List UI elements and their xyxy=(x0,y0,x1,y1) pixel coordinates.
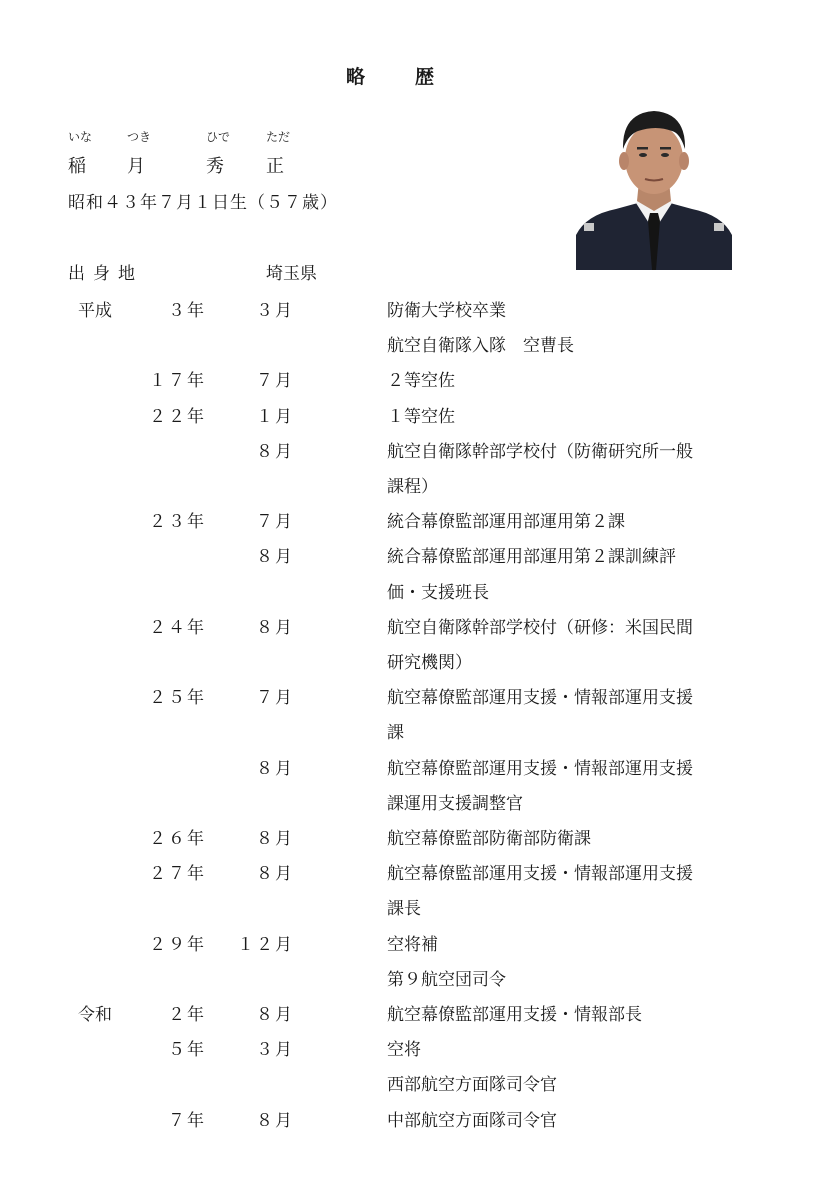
career-description: 防衛大学校卒業 xyxy=(387,301,506,321)
title-char-1: 略 xyxy=(345,66,415,88)
career-year: ２年 xyxy=(168,1005,206,1025)
career-year: ２６年 xyxy=(149,829,206,849)
career-era: 令和 xyxy=(78,1005,112,1025)
career-year: ２７年 xyxy=(149,864,206,885)
career-description: 航空幕僚監部運用支援・情報部長 xyxy=(387,1005,642,1025)
name-ruby-2: つき xyxy=(127,130,152,144)
career-description: 空将 xyxy=(387,1040,421,1061)
career-month: ８月 xyxy=(256,1005,294,1025)
career-row xyxy=(0,677,830,712)
career-month: ８月 xyxy=(256,758,294,779)
career-month: ７月 xyxy=(256,688,294,709)
career-description: 統合幕僚監部運用部運用第２課 xyxy=(387,512,625,533)
career-row xyxy=(0,642,830,677)
career-year: １７年 xyxy=(149,371,206,392)
career-row xyxy=(0,466,830,501)
career-description: 航空幕僚監部防衛部防衛課 xyxy=(387,829,591,849)
name-ruby-3: ひで xyxy=(206,130,231,144)
career-description: １等空佐 xyxy=(387,406,455,427)
career-description: 西部航空方面隊司令官 xyxy=(387,1075,557,1096)
career-description: 中部航空方面隊司令官 xyxy=(387,1110,557,1131)
career-row xyxy=(0,1064,830,1099)
name-char-1: 稲 xyxy=(68,156,86,177)
career-month: ８月 xyxy=(256,1110,294,1131)
career-description: 課長 xyxy=(387,899,421,920)
career-row xyxy=(0,290,830,325)
career-year: ５年 xyxy=(168,1040,206,1061)
career-month: ７月 xyxy=(256,371,294,392)
career-description: 第９航空団司令 xyxy=(387,969,506,990)
career-description: 統合幕僚監部運用部運用第２課訓練評 xyxy=(387,547,676,568)
career-month: ３月 xyxy=(256,301,294,321)
career-month: ８月 xyxy=(256,617,294,638)
career-row xyxy=(0,712,830,747)
origin-label: 出身地 xyxy=(68,264,143,284)
career-description: 空将補 xyxy=(387,934,438,955)
name-char-2: 月 xyxy=(127,156,145,177)
name-char-4: 正 xyxy=(266,156,284,177)
career-month: ７月 xyxy=(256,512,294,533)
career-description: 研究機関） xyxy=(387,653,472,673)
career-year: ７年 xyxy=(168,1110,206,1131)
career-row xyxy=(0,396,830,431)
portrait-photo xyxy=(576,97,732,270)
career-description: 航空自衛隊幹部学校付（研修：米国民間 xyxy=(387,617,693,638)
career-row xyxy=(0,325,830,360)
title-char-2: 歴 xyxy=(415,66,485,88)
career-row xyxy=(0,924,830,959)
career-description: 課運用支援調整官 xyxy=(387,793,523,814)
career-row xyxy=(0,607,830,642)
career-description: 航空自衛隊入隊 空曹長 xyxy=(387,336,574,357)
birth-date: 昭和４３年７月１日生（５７歳） xyxy=(68,193,338,213)
career-row xyxy=(0,536,830,571)
career-month: ３月 xyxy=(256,1040,294,1061)
career-row xyxy=(0,853,830,888)
career-description: 航空幕僚監部運用支援・情報部運用支援 xyxy=(387,688,693,709)
career-month: １２月 xyxy=(237,934,294,955)
name-ruby-1: いな xyxy=(68,130,93,144)
career-month: １月 xyxy=(256,406,294,427)
career-row xyxy=(0,1100,830,1135)
career-row xyxy=(0,1029,830,1064)
career-year: ３年 xyxy=(168,301,206,321)
name-char-3: 秀 xyxy=(206,156,224,177)
career-row xyxy=(0,360,830,395)
career-description: 課 xyxy=(387,723,404,744)
career-year: ２９年 xyxy=(149,934,206,955)
career-row xyxy=(0,959,830,994)
career-month: ８月 xyxy=(256,441,294,462)
career-year: ２３年 xyxy=(149,512,206,533)
name-ruby-4: ただ xyxy=(266,130,291,144)
career-description: 航空自衛隊幹部学校付（防衛研究所一般 xyxy=(387,441,693,462)
career-description: 価・支援班長 xyxy=(387,582,489,603)
career-description: 航空幕僚監部運用支援・情報部運用支援 xyxy=(387,864,693,885)
career-row xyxy=(0,818,830,853)
career-row xyxy=(0,783,830,818)
career-row xyxy=(0,888,830,923)
career-row xyxy=(0,572,830,607)
career-year: ２５年 xyxy=(149,688,206,709)
career-month: ８月 xyxy=(256,829,294,849)
origin-value: 埼玉県 xyxy=(266,264,317,284)
career-row xyxy=(0,748,830,783)
career-year: ２２年 xyxy=(149,406,206,427)
career-row xyxy=(0,431,830,466)
career-year: ２４年 xyxy=(149,617,206,638)
career-row xyxy=(0,501,830,536)
career-description: 航空幕僚監部運用支援・情報部運用支援 xyxy=(387,758,693,779)
career-row xyxy=(0,994,830,1029)
career-description: 課程） xyxy=(387,477,438,497)
career-month: ８月 xyxy=(256,547,294,568)
career-era: 平成 xyxy=(78,301,112,321)
page-title xyxy=(0,62,830,89)
career-description: ２等空佐 xyxy=(387,371,455,392)
career-month: ８月 xyxy=(256,864,294,885)
